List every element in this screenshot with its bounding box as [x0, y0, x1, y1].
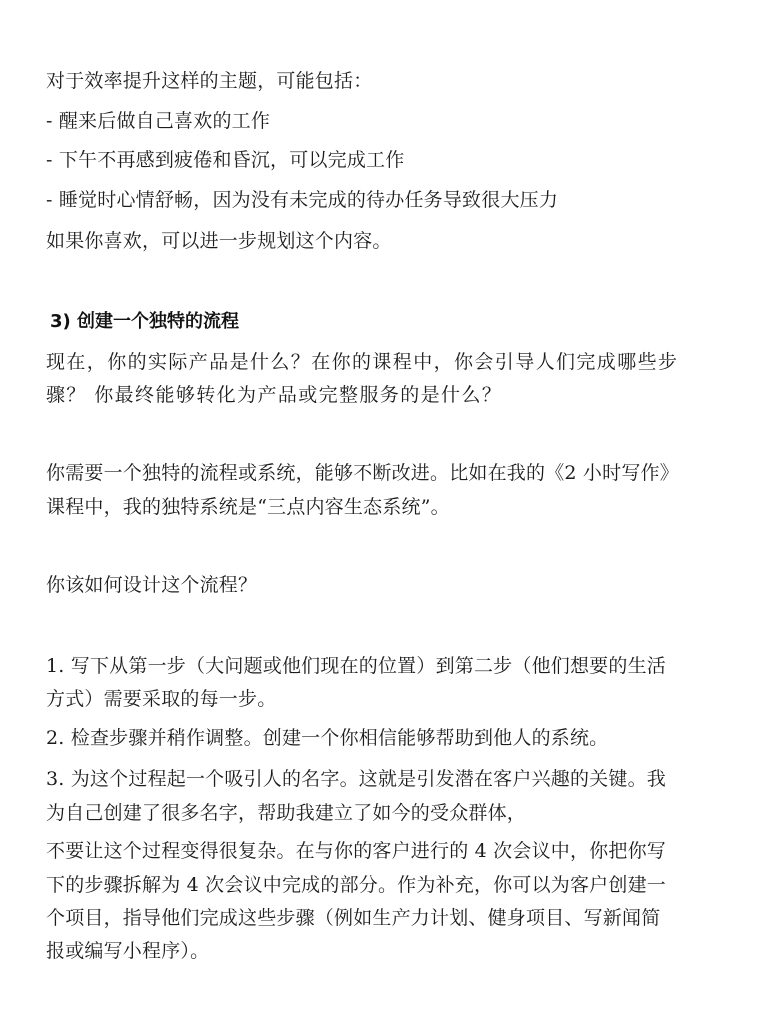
- question-line: 你该如何设计这个流程？: [46, 574, 258, 596]
- step-3-line-1: 3. 为这个过程起一个吸引人的名字。这就是引发潜在客户兴趣的关键。我: [46, 768, 666, 790]
- paragraph-3-line-2: 下的步骤拆解为 4 次会议中完成的部分。作为补充，你可以为客户创建一: [46, 874, 666, 896]
- intro-line-1: 对于效率提升这样的主题，可能包括：: [46, 70, 373, 92]
- step-2-line: 2. 检查步骤并稍作调整。创建一个你相信能够帮助到他人的系统。: [46, 727, 609, 749]
- intro-bullet-1: - 醒来后做自己喜欢的工作: [46, 110, 271, 132]
- step-1-line-1: 1. 写下从第一步（大问题或他们现在的位置）到第二步（他们想要的生活: [46, 655, 666, 677]
- step-3-line-2: 为自己创建了很多名字，帮助我建立了如今的受众群体，: [46, 802, 527, 824]
- paragraph-3-line-3: 个项目，指导他们完成这些步骤（例如生产力计划、健身项目、写新闻简: [46, 907, 661, 929]
- intro-bullet-2: - 下午不再感到疲倦和昏沉，可以完成工作: [46, 149, 405, 171]
- paragraph-3-line-1: 不要让这个过程变得很复杂。在与你的客户进行的 4 次会议中，你把你写: [46, 840, 666, 862]
- paragraph-1-line-1: 现在，你的实际产品是什么？在你的课程中，你会引导人们完成哪些步: [46, 351, 679, 373]
- paragraph-3-line-4: 报或编写小程序）。: [46, 940, 210, 962]
- paragraph-2-line-2: 课程中，我的独特系统是“三点内容生态系统”。: [46, 496, 450, 518]
- section-heading: 3) 创建一个独特的流程: [50, 311, 240, 332]
- intro-closing: 如果你喜欢，可以进一步规划这个内容。: [46, 230, 392, 252]
- paragraph-2-line-1: 你需要一个独特的流程或系统，能够不断改进。比如在我的《2 小时写作》: [46, 462, 679, 484]
- paragraph-1-line-2: 骤？ 你最终能够转化为产品或完整服务的是什么？: [46, 384, 503, 406]
- intro-bullet-3: - 睡觉时心情舒畅，因为没有未完成的待办任务导致很大压力: [46, 189, 559, 211]
- step-1-line-2: 方式）需要采取的每一步。: [46, 688, 277, 710]
